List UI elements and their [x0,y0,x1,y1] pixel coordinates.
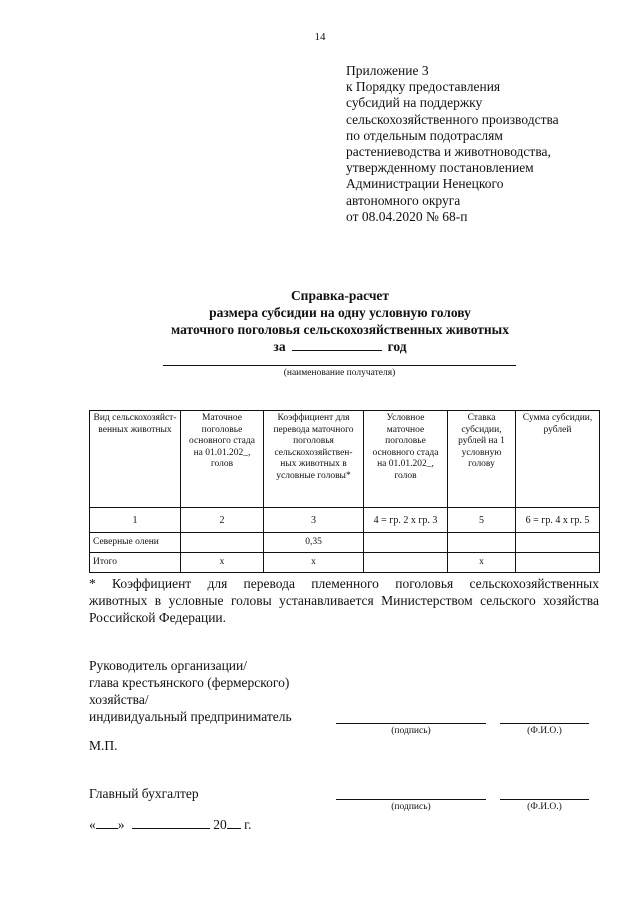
footnote [89,575,599,626]
cell-subsidy-sum[interactable] [516,533,600,553]
year-prefix: 20 [213,817,227,832]
cell-breeding-stock: х [181,553,264,573]
title-line-3: маточного поголовья сельскохозяйственных животных [171,322,509,337]
cell-rate: х [448,553,516,573]
table-header-row [90,411,600,508]
column-number-row [90,508,600,533]
date-line [89,816,252,833]
stamp-label: М.П. [89,738,118,753]
recipient-caption: (наименование получателя) [283,368,396,378]
cell-subsidy-sum[interactable] [516,553,600,573]
year-suffix: г. [244,817,252,832]
header-conditional-stock: Условное маточное поголовье основного стада на 01.01.202_, голов [364,411,448,508]
page-number: 14 [314,31,326,43]
head-signature-line[interactable] [336,723,486,724]
header-animal-type: Вид сельскохозяйст-венных животных [90,411,181,508]
cell-rate[interactable] [448,533,516,553]
za-label: за [273,339,286,354]
footnote-line-2: животных в условные головы устанавливается Министерством сельского хозяйства [89,593,599,608]
col-number: 4 = гр. 2 х гр. 3 [364,508,448,533]
header-coefficient: Коэффициент для перевода маточного поголовья сельскохозяйствен-ных животных в условные головы* [264,411,364,508]
accountant-signature-caption: (подпись) [391,802,431,812]
annex-line: Приложение 3 [346,63,429,78]
head-fio-line[interactable] [500,723,589,724]
header-subsidy-sum: Сумма субсидии, рублей [516,411,600,508]
title-line-2: размера субсидии на одну условную голову [209,305,471,320]
annex-line: по отдельным подотраслям [346,127,503,143]
annex-line: от 08.04.2020 № 68-п [346,208,468,224]
date-close-quote: » [117,817,125,832]
col-number: 5 [448,508,516,533]
annex-line: автономного округа [346,192,461,208]
accountant-signature-line[interactable] [336,799,486,800]
annex-line: субсидий на поддержку [346,95,483,111]
accountant-fio-line[interactable] [500,799,589,800]
annex-line: растениеводства и животноводства, [346,144,551,160]
head-title-line: Руководитель организации/ [89,658,248,673]
accountant-label: Главный бухгалтер [89,786,199,801]
col-number: 1 [90,508,181,533]
head-title-line: индивидуальный предприниматель [89,709,292,724]
cell-breeding-stock[interactable] [181,533,264,553]
cell-conditional-stock[interactable] [364,553,448,573]
col-number: 2 [181,508,264,533]
head-title-line: хозяйства/ [89,692,149,707]
document-title [0,287,640,355]
annex-line: Администрации Ненецкого [346,176,504,192]
year-blank-date[interactable] [227,816,241,829]
cell-coefficient: х [264,553,364,573]
cell-coefficient: 0,35 [264,533,364,553]
accountant-fio-caption: (Ф.И.О.) [527,802,562,812]
year-blank[interactable] [292,338,382,351]
annex-line: утвержденному постановлением [346,160,534,176]
title-line-1: Справка-расчет [290,288,390,303]
day-blank[interactable] [96,816,118,829]
recipient-name-line[interactable] [163,365,516,366]
row-name: Северные олени [90,533,181,553]
annex-line: к Порядку предоставления [346,79,501,95]
footnote-line-1: * Коэффициент для перевода племенного поголовья сельскохозяйственных [89,576,599,591]
row-name: Итого [90,553,181,573]
month-blank[interactable] [132,816,210,829]
col-number: 6 = гр. 4 х гр. 5 [516,508,600,533]
table-row-total [90,553,600,573]
header-rate: Ставка субсидии, рублей на 1 условную голову [448,411,516,508]
table-row [90,533,600,553]
calculation-table [89,410,600,573]
cell-conditional-stock[interactable] [364,533,448,553]
date-open-quote: « [89,817,96,832]
footnote-line-3: Российской Федерации. [89,610,227,625]
head-signature-block [89,657,292,725]
head-title-line: глава крестьянского (фермерского) [89,675,290,690]
annex-block [346,63,559,225]
god-label: год [387,339,407,354]
head-fio-caption: (Ф.И.О.) [527,726,562,736]
header-breeding-stock: Маточное поголовье основного стада на 01.01.202_, голов [181,411,264,508]
title-period-line [0,338,640,355]
col-number: 3 [264,508,364,533]
head-signature-caption: (подпись) [391,726,431,736]
annex-line: сельскохозяйственного производства [346,111,559,127]
